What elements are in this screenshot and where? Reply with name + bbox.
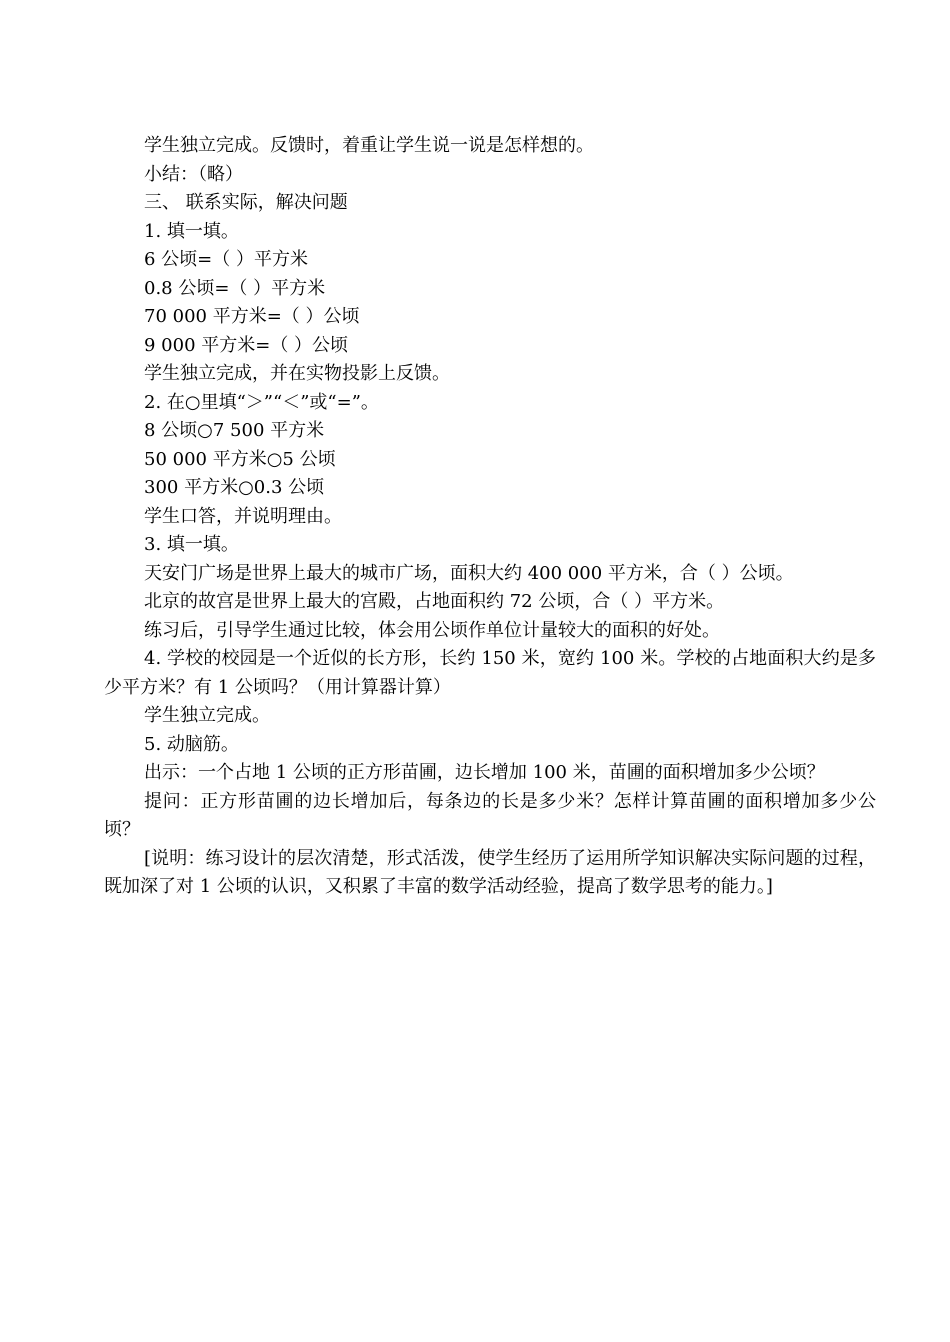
exercise-item: 50 000 平方米○5 公顷: [144, 448, 336, 470]
exercise-item: 70 000 平方米=（ ）公顷: [144, 306, 360, 327]
text-line: 小结：（略）: [144, 163, 243, 185]
section-heading: 三、 联系实际，解决问题: [144, 192, 348, 213]
exercise-item: 0.8 公顷=（ ）平方米: [144, 277, 326, 299]
exercise-item: 300 平方米○0.3 公顷: [144, 477, 325, 498]
text-line: 学生独立完成，并在实物投影上反馈。: [144, 363, 450, 384]
exercise-item: 天安门广场是世界上最大的城市广场，面积大约 400 000 平方米，合（ ）公顷。: [144, 562, 794, 584]
exercise-heading: 1. 填一填。: [144, 220, 239, 242]
text-line: 学生独立完成。反馈时，着重让学生说一说是怎样想的。: [144, 135, 594, 156]
exercise-item: 8 公顷○7 500 平方米: [144, 420, 325, 441]
exercise-paragraph: 4. 学校的校园是一个近似的长方形，长约 150 米，宽约 100 米。学校的占地面积大约是多少平方米？有 1 公顷吗？（用计算器计算）: [104, 648, 876, 698]
note-paragraph: [说明：练习设计的层次清楚，形式活泼，使学生经历了运用所学知识解决实际问题的过程，既加深了对 1 公顷的认识，又积累了丰富的数学活动经验，提高了数学思考的能力。]: [104, 847, 876, 897]
exercise-heading: 2. 在○里填“＞”“＜”或“=”。: [144, 391, 379, 413]
text-paragraph: 出示：一个占地 1 公顷的正方形苗圃，边长增加 100 米，苗圃的面积增加多少公顷？: [144, 762, 825, 783]
exercise-heading: 3. 填一填。: [144, 534, 239, 555]
document-page: [104, 132, 876, 902]
exercise-item: 9 000 平方米=（ ）公顷: [144, 334, 349, 356]
text-line: 学生口答，并说明理由。: [144, 505, 342, 527]
text-line: 练习后，引导学生通过比较，体会用公顷作单位计量较大的面积的好处。: [144, 619, 720, 641]
text-paragraph: 学生独立完成。: [144, 705, 270, 726]
exercise-heading: 5. 动脑筋。: [144, 733, 239, 755]
text-paragraph: 提问：正方形苗圃的边长增加后，每条边的长是多少米？怎样计算苗圃的面积增加多少公顷？: [104, 790, 876, 840]
exercise-item: 6 公顷=（ ）平方米: [144, 249, 308, 270]
exercise-item: 北京的故宫是世界上最大的宫殿，占地面积约 72 公顷，合（ ）平方米。: [144, 591, 725, 612]
